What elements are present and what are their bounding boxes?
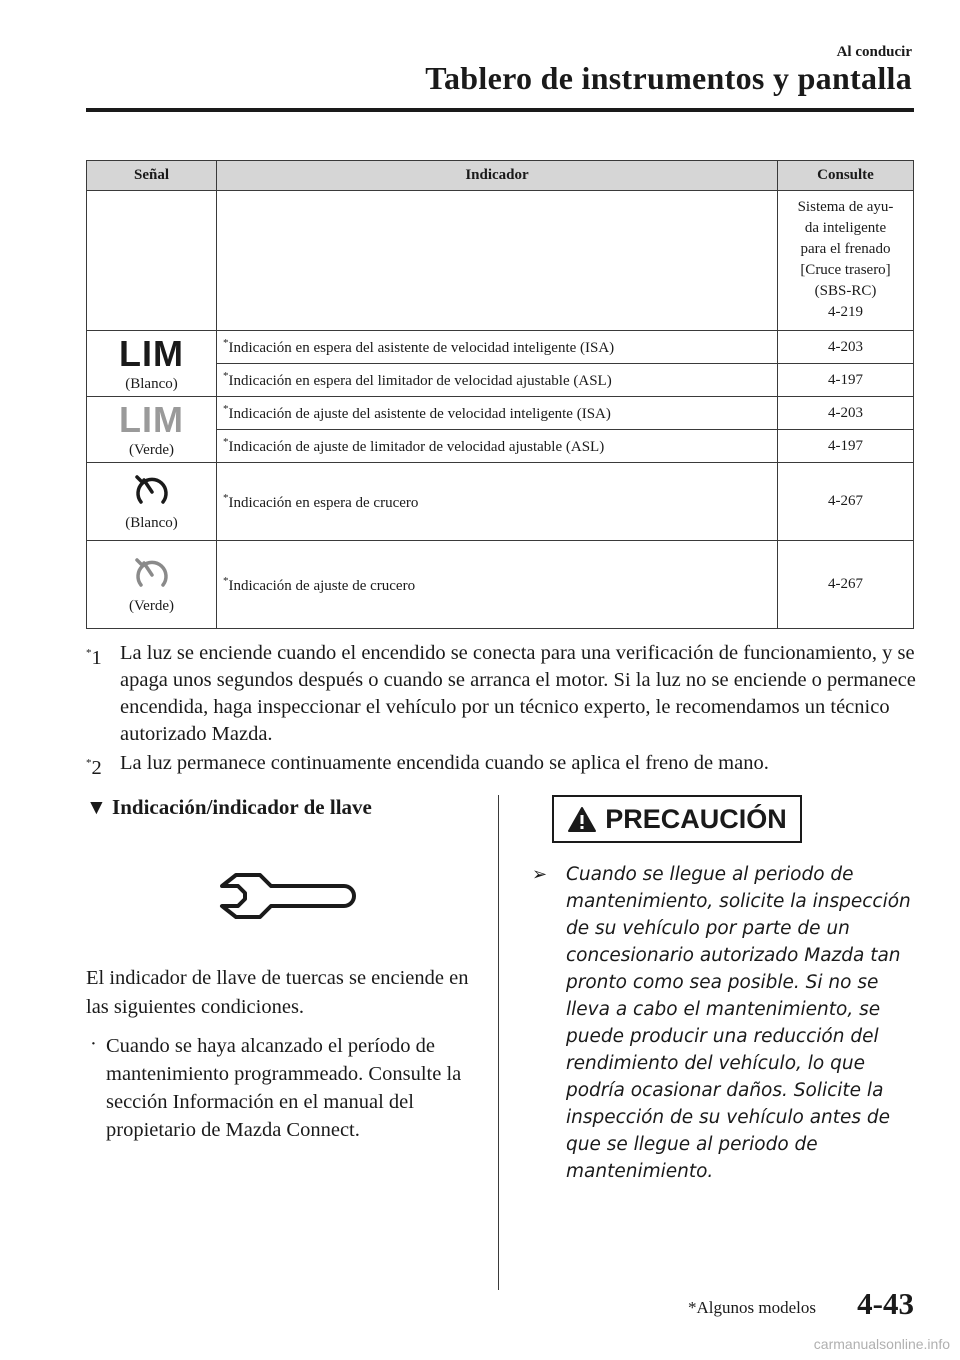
reference-line: para el frenado (800, 241, 891, 257)
table-row (87, 331, 914, 364)
reference-line: Sistema de ayu- (797, 199, 894, 215)
signals-table (86, 160, 914, 629)
reference-line: da inteligente (804, 220, 887, 236)
reference-cell-sbs-rc (778, 191, 914, 331)
section-label: Al conducir (836, 44, 912, 60)
page-title: Tablero de instrumentos y pantalla (425, 60, 912, 96)
cruise-icon (132, 555, 172, 591)
footnotes (86, 640, 916, 779)
column-header-signal: Señal (87, 161, 217, 191)
footnote (86, 640, 916, 748)
indicator-text: *Indicación en espera del limitador de velocidad ajustable (ASL) (217, 364, 778, 397)
column-header-indicator: Indicador (217, 161, 778, 191)
watermark: carmanualsonline.info (813, 1336, 950, 1352)
table-row (87, 397, 914, 430)
list-item-text: Cuando se haya alcanzado el período de mantenimiento programmeado. Consulte la sección Información en el manual del propietario de Mazda Connect. (106, 1035, 462, 1141)
reference-line: [Cruce trasero] (800, 262, 891, 278)
reference-line: (SBS-RC) (814, 283, 877, 299)
indicator-text: *Indicación en espera del asistente de velocidad inteligente (ISA) (217, 331, 778, 364)
indicator-text: *Indicación de ajuste de limitador de velocidad ajustable (ASL) (217, 430, 778, 463)
lim-symbol-icon: LIM (119, 399, 184, 440)
header-rule (86, 108, 914, 112)
lim-symbol-icon: LIM (119, 333, 184, 374)
caution-badge (552, 795, 802, 843)
column-divider (498, 795, 499, 1290)
table-row (87, 463, 914, 541)
warning-triangle-icon (567, 806, 597, 833)
wrench-icon (216, 866, 356, 926)
footnote (86, 750, 916, 777)
section-body: El indicador de llave de tuercas se enciende en las siguientes condiciones. (86, 967, 469, 1018)
signal-lim-green (87, 397, 217, 463)
caution-section (532, 795, 922, 1185)
arrow-bullet-icon: ➢ (532, 864, 548, 885)
footnote-text: La luz permanece continuamente encendida cuando se aplica el freno de mano. (120, 752, 769, 774)
section-heading-text: Indicación/indicador de llave (112, 795, 372, 819)
reference-page: 4-197 (778, 430, 914, 463)
section-heading (86, 795, 486, 820)
signal-caption: (Verde) (129, 597, 174, 614)
signal-lim-white (87, 331, 217, 397)
signal-caption: (Verde) (129, 442, 174, 458)
bullet-marker: · (90, 1033, 97, 1055)
reference-page: 4-203 (778, 331, 914, 364)
reference-line: 4-219 (828, 304, 863, 320)
caution-label: PRECAUCIÓN (605, 803, 787, 834)
reference-page: 4-267 (778, 541, 914, 629)
signal-cruise-white (87, 463, 217, 541)
section-marker-icon: ▼ (86, 795, 107, 819)
table-row (87, 541, 914, 629)
table-header-row (87, 161, 914, 191)
indicator-text: *Indicación en espera de crucero (217, 463, 778, 541)
column-header-reference: Consulte (778, 161, 914, 191)
indicator-text: *Indicación de ajuste de crucero (217, 541, 778, 629)
signal-caption: (Blanco) (125, 514, 178, 531)
footnote-marker: *2 (86, 756, 102, 779)
page-number: 4-43 (857, 1286, 914, 1321)
empty-indicator-cell (217, 191, 778, 331)
signal-cruise-green (87, 541, 217, 629)
caution-text (532, 861, 926, 1185)
footnote-text: La luz se enciende cuando el encendido se conecta para una verificación de funcionamiento, y se apaga unos segundos después o cuando se arranca el motor. Si la luz no se enciende o permanece encendida, haga inspeccionar el vehículo por un técnico experto, le recomendamos un técnico autorizado Mazda. (120, 642, 916, 745)
cruise-icon (132, 472, 172, 508)
footer-note: *Algunos modelos (688, 1298, 816, 1317)
list-item (88, 1032, 486, 1144)
empty-signal-cell (87, 191, 217, 331)
footnote-marker: *1 (86, 646, 102, 669)
caution-body: Cuando se llegue al periodo de mantenimiento, solicite la inspección de su vehículo por parte de un concesionario autorizado Mazda tan pronto como sea posible. Si no se lleva a cabo el mantenimiento, se puede producir una reducción del rendimiento del vehículo, lo que podría ocasionar daños. Solicite la inspección de su vehículo antes de que se llegue al periodo de mantenimiento. (566, 864, 911, 1182)
reference-page: 4-267 (778, 463, 914, 541)
reference-page: 4-197 (778, 364, 914, 397)
signal-caption: (Blanco) (125, 376, 178, 392)
reference-page: 4-203 (778, 397, 914, 430)
indicator-text: *Indicación de ajuste del asistente de velocidad inteligente (ISA) (217, 397, 778, 430)
wrench-section (86, 795, 486, 1144)
table-row-continuation (87, 191, 914, 331)
